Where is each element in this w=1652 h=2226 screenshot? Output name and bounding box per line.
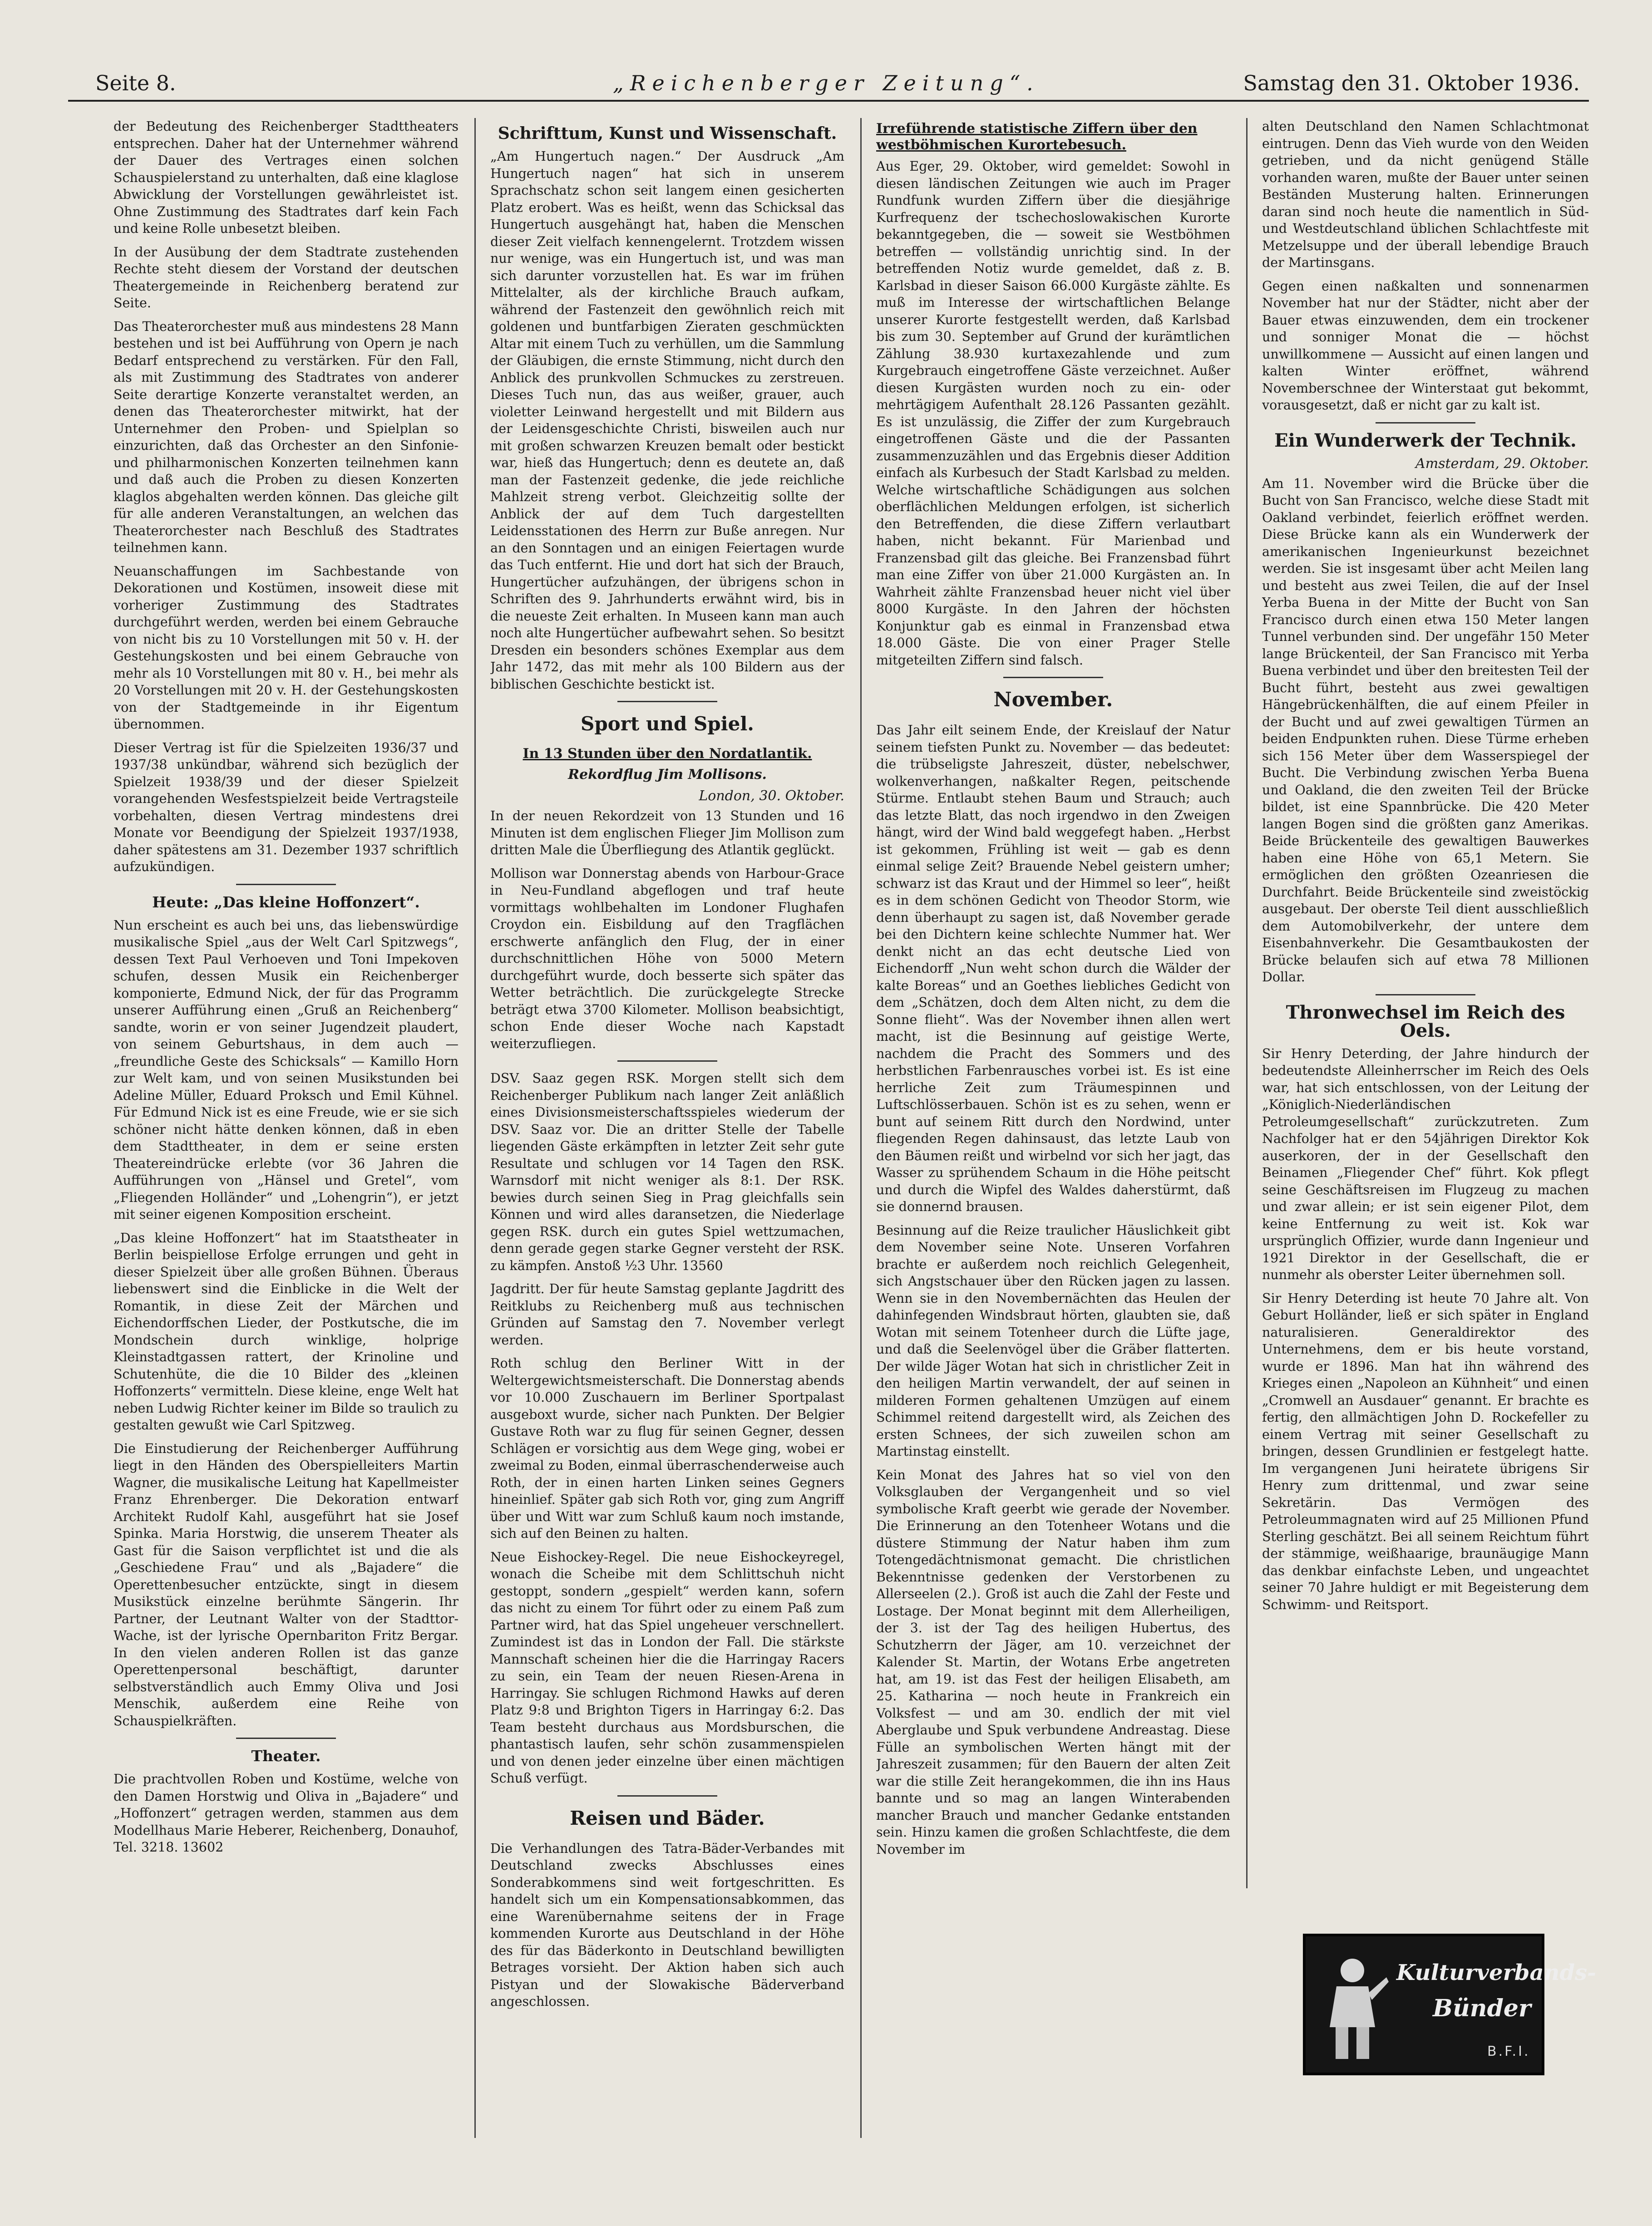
article-paragraph: Die Einstudierung der Reichenberger Aufführung liegt in den Händen des Oberspielleiters Martin Wagner, die musikalische Leitung hat Kapellmeister Franz Ehrenberger. Die Dekoration entwarf Architekt Rudolf Kahl, ausgeführt hat sie Josef Spinka. Maria Horstwig, die unserem Theater als Gast für die Saison verpflichtet ist und die als „Geschiedene Frau“ und als „Bajadere“ die Operettenbesucher entzückte, singt in diesem Musikstück einzelne berühmte Sängerin. Ihr Partner, der Leutnant Walter von der Stadttor-Wache, ist der lyrische Opernbariton Fritz Bergar. In den vielen anderen Rollen ist das ganze Operettenpersonal beschäftigt, darunter selbstverständlich auch Emmy Oliva und Josi Menschik, außerdem eine Reihe von Schauspielkräften. xyxy=(113,1441,459,1729)
article-paragraph: Sir Henry Deterding ist heute 70 Jahre alt. Von Geburt Holländer, ließ er sich später in England naturalisieren. Generaldirektor des Unternehmens, dem er bis heute vorstand, wurde er 1896. Man hat ihn während des Krieges einen „Napoleon an Kühnheit“ und einen „Cromwell an Ausdauer“ genannt. Er brachte es fertig, den allmächtigen John D. Rockefeller zu einem Vertrag mit seiner Gesellschaft zu bringen, dessen Grundlinien er festgelegt hatte. Im vergangenen Juni heiratete übrigens Sir Henry zum drittenmal, und zwar seine Sekretärin. Das Vermögen des Petroleummagnaten wird auf 25 Millionen Pfund Sterling geschätzt. Bei all seinem Reichtum führt der stämmige, weißhaarige, braunäugige Mann das denkbar einfachste Leben, und ungeachtet seiner 70 Jahre huldigt er mit Begeisterung dem Schwimm- und Reitsport. xyxy=(1262,1290,1589,1612)
separator xyxy=(617,1060,717,1062)
article-paragraph: Sir Henry Deterding, der Jahre hindurch der bedeutendste Alleinherrscher im Reich des Oels war, hat sich entschlossen, von der Leitung der „Königlich-Niederländischen Petroleumgesellschaft“ zurückzutreten. Zum Nachfolger hat er den 54jährigen Direktor Kok auserkoren, der in der Gesellschaft den Beinamen „Fliegender Chef“ führt. Kok pflegt seine Geschäftsreisen im Flugzeug zu machen und zwar allein; er ist sein eigener Pilot, dem keine Entfernung zu weit ist. Kok war ursprünglich Offizier, wurde dann Ingenieur und 1921 Direktor in der Gesellschaft, die er nunmehr als oberster Leiter übernehmen soll. xyxy=(1262,1046,1589,1282)
article-paragraph: In der neuen Rekordzeit von 13 Stunden und 16 Minuten ist dem englischen Flieger Jim Mollison zum dritten Male die Überfliegung des Atlantik geglückt. xyxy=(490,808,844,857)
ad-text-line-2: Bünder xyxy=(1433,1995,1531,2022)
column-3 xyxy=(876,118,1230,2165)
article-paragraph: Das Theaterorchester muß aus mindestens 28 Mann bestehen und ist bei Aufführung von Opern je nach Bedarf entsprechend zu verstärken. Für den Fall, als mit Zustimmung des Stadtrates von anderer Seite derartige Konzerte veranstaltet werden, an denen das Theaterorchester mitwirkt, hat der Unternehmer den Proben- und Spielplan so einzurichten, daß das Orchester an den Sinfonie- und philharmonischen Konzerten teilnehmen kann und daß auch die Proben zu diesen Konzerten klaglos abgehalten werden können. Das gleiche gilt für alle anderen Veranstaltungen, an welchen das Theaterorchester nach Beschluß des Stadtrates teilnehmen kann. xyxy=(113,319,459,555)
article-paragraph: Gegen einen naßkalten und sonnenarmen November hat nur der Städter, nicht aber der Bauer etwas einzuwenden, dem ein trockener und sonniger Monat die — höchst unwillkommene — Aussicht auf einen langen und kalten Winter eröffnet, während Novemberschnee der Winterstaat gut bekommt, vorausgesetzt, daß er nicht gar zu kalt ist. xyxy=(1262,278,1589,413)
article-paragraph: Dieser Vertrag ist für die Spielzeiten 1936/37 und 1937/38 unkündbar, während sich bezüglich der Spielzeit 1938/39 und der dieser Spielzeit vorangehenden Wesfestspielzeit beide Vertragsteile vorbehalten, diesen Vertrag mindestens drei Monate vor Beendigung der Spielzeit 1937/1938, daher spätestens am 31. Dezember 1937 schriftlich aufzukündigen. xyxy=(113,740,459,874)
section-heading-november: November. xyxy=(993,688,1113,711)
article-paragraph: Mollison war Donnerstag abends von Harbour-Grace in Neu-Fundland abgeflogen und traf heute vormittags wohlbehalten im Londoner Flughafen Croydon ein. Eisbildung auf den Tragflächen erschwerte anfänglich den Flug, der in einer durchschnittlichen Höhe von 5000 Metern durchgeführt wurde, doch besserte sich später das Wetter beträchtlich. Die zurückgelegte Strecke beträgt etwa 3700 Kilometer. Mollison beabsichtigt, schon Ende dieser Woche nach Kapstadt weiterzufliegen. xyxy=(490,866,844,1051)
article-paragraph: der Bedeutung des Reichenberger Stadttheaters entsprechen. Daher hat der Unternehmer während der Dauer des Vertrages einen solchen Schauspielerstand zu unterhalten, daß eine klaglose Abwicklung der Vorstellungen gewährleistet ist. Ohne Zustimmung des Stadtrates darf kein Fach und keine Rolle unbesetzt bleiben. xyxy=(113,119,459,236)
separator xyxy=(236,884,336,885)
subheadline-rekordflug: Rekordflug Jim Mollisons. xyxy=(568,767,767,783)
article-paragraph: DSV. Saaz gegen RSK. Morgen stellt sich dem Reichenberger Publikum nach langer Zeit anläßlich eines Divisionsmeisterschaftsspieles wiederum der DSV. Saaz vor. Die an dritter Stelle der Tabelle liegenden Gäste erkämpften in letzter Zeit sehr gute Resultate und schlugen vor 14 Tagen den RSK. Warnsdorf mit nicht weniger als 8:1. Der RSK. bewies durch seinen Sieg in Prag gleichfalls sein Können und wird alles daransetzen, die Niederlage gegen RSK. durch ein gutes Spiel wettzumachen, denn gerade gegen starke Gegner versteht der RSK. zu kämpfen. Anstoß ½3 Uhr. 13560 xyxy=(490,1071,844,1273)
article-paragraph: Neuanschaffungen im Sachbestande von Dekorationen und Kostümen, insoweit diese mit vorheriger Zustimmung des Stadtrates durchgeführt werden, werden bei einem Gebrauche von nicht bis zu 10 Vorstellungen mit 50 v. H. der Gestehungskosten und bei einem Gebrauche von mehr als 10 Vorstellungen mit 80 v. H., bei mehr als 20 Vorstellungen mit 20 v. H. der Gestehungskosten von der Stadtgemeinde in ihr Eigentum übernommen. xyxy=(113,563,459,732)
separator xyxy=(617,1795,717,1797)
page-header xyxy=(68,68,1589,102)
headline-kurorte: Irreführende statistische Ziffern über den westböhmischen Kurortebesuch. xyxy=(876,121,1198,153)
article-paragraph: Die Verhandlungen des Tatra-Bäder-Verbandes mit Deutschland zwecks Abschlusses eines Sonderabkommens sind weit fortgeschritten. Es handelt sich um ein Kompensationsabkommen, das eine Warenübernahme seitens der in Frage kommenden Kurorte aus Deutschland in der Höhe des für das Bäderkonto in Deutschland bewilligten Betrages vorsieht. Der Aktion haben sich auch Pistyan und der Slowakische Bäderverband angeschlossen. xyxy=(490,1841,844,2009)
advertisement-kulturverband xyxy=(1303,1934,1596,2075)
issue-date: Samstag den 31. Oktober 1936. xyxy=(1243,71,1580,95)
section-heading-sport: Sport und Spiel. xyxy=(581,713,754,735)
article-paragraph: Neue Eishockey-Regel. Die neue Eishockeyregel, wonach die Scheibe mit dem Schlittschuh nicht gestoppt, sondern „gespielt“ werden kann, sofern das nicht zu einem Tor führt oder zu einem Paß zum Partner wird, hat das Spiel ungeheuer verschnellert. Zumindest ist das in London der Fall. Die stärkste Mannschaft scheinen hier die die Harringay Racers zu sein, ein Team der neuen Riesen-Arena in Harringay. Sie schlugen Richmond Hawks auf deren Platz 9:8 und Brighton Tigers in Harringay 6:2. Das Team besteht durchaus aus Mordsburschen, die phantastisch laufen, sehr schön zusammenspielen und von denen jeder einzelne über einen mächtigen Schuß verfügt. xyxy=(490,1549,844,1786)
newspaper-title: „Reichenberger Zeitung“. xyxy=(613,71,1040,95)
separator xyxy=(1376,422,1475,424)
headline-wunderwerk: Ein Wunderwerk der Technik. xyxy=(1274,429,1577,451)
article-paragraph: Die prachtvollen Roben und Kostüme, welche von den Damen Horstwig und Oliva in „Bajadere“ und „Hoffonzert“ getragen werden, stammen aus dem Modellhaus Marie Heberer, Reichenberg, Donauhof, Tel. 3218. 13602 xyxy=(113,1772,459,1855)
article-paragraph: alten Deutschland den Namen Schlachtmonat eintrugen. Denn das Vieh wurde von den Weiden getrieben, und da nicht genügend Ställe vorhanden waren, mußte der Bauer unter seinen Beständen Musterung halten. Erinnerungen daran sind noch heute die namentlich in Süd- und Westdeutschland üblichen Schlachtfeste mit Metzelsuppe und der überall lebendige Brauch der Martinsgans. xyxy=(1262,119,1589,270)
article-paragraph: „Das kleine Hoffonzert“ hat im Staatstheater in Berlin beispiellose Erfolge errungen und geht in dieser Spielzeit über alle großen Bühnen. Überaus liebenswert sind die Einblicke in die Welt der Romantik, in diese Zeit der Märchen und Eichendorffschen Lieder, der Postkutsche, die im Mondschein durch winklige, holprige Kleinstadtgassen rattert, der Krinoline und Schutenhüte, die die 10 Bilder des „kleinen Hoffonzerts“ vermitteln. Diese kleine, enge Welt hat neben Ludwig Richter keiner im Bilde so traulich zu gestalten gewußt wie Carl Spitzweg. xyxy=(113,1230,459,1433)
separator xyxy=(617,701,717,702)
column-4 xyxy=(1262,118,1589,1911)
article-paragraph: Das Jahr eilt seinem Ende, der Kreislauf der Natur seinem tiefsten Punkt zu. November — das bedeutet: die trübseligste Jahreszeit, düster, nebelschwer, wolkenverhangen, naßkalter Regen, peitschende Stürme. Entlaubt stehen Baum und Strauch; auch das letzte Blatt, das noch irgendwo in den Zweigen hängt, wird der Wind bald weggefegt haben. „Herbst ist gekommen, Frühling ist weit — gab es denn einmal selige Zeit? Brauende Nebel geistern umher; schwarz ist das Kraut und der Himmel so leer“, heißt es in dem schönen Gedicht von Theodor Storm, wie denn überhaupt zu sagen ist, daß November gerade bei den Dichtern keine schlechte Nummer hat. Wer denkt nicht an das echt deutsche Lied von Eichendorff „Nun weht schon durch die Wälder der kalte Boreas“ und an Goethes liebliches Gedicht von dem „Schätzen, doch dem Alten nicht, zu dem die Sonne flieht“. Was der November ihnen allen wert macht, ist die Besinnung auf geistige Werte, nachdem die Pracht des Sommers und des herbstlichen Farbenrausches vorbei ist. Es ist eine herrliche Zeit zum Träumespinnen und Luftschlösserbauen. Schön ist es zu sehen, wenn er bunt auf seinem Ritt durch den Nordwind, unter fliegenden Regen dahinsaust, das letzte Laub von den Bäumen reißt und wirbelnd vor sich her jagt, das Wasser zu sprühendem Schaum in die Höhe peitscht und durch die Wipfel des Waldes daherstürmt, daß sie donnernd brausen. xyxy=(876,723,1230,1214)
ad-text-line-1: Kulturverbands- xyxy=(1396,1960,1596,1985)
article-paragraph: Roth schlug den Berliner Witt in der Weltergewichtsmeisterschaft. Die Donnerstag abends vor 10.000 Zuschauern im Berliner Sportpalast ausgeboxt wurde, sicher nach Punkten. Der Belgier Gustave Roth war zu flug für seinen Gegner, dessen Schlägen er vorsichtig aus dem Wege ging, wobei er zweimal zu Boden, einmal überraschenderweise auch Roth, der in einen harten Linken seines Gegners hineinlief. Später gab sich Roth vor, ging zum Angriff über und Witt war zum Schluß kaum noch imstande, sich auf den Beinen zu halten. xyxy=(490,1356,844,1541)
column-2 xyxy=(490,118,844,2165)
article-paragraph: Nun erscheint es auch bei uns, das liebenswürdige musikalische Spiel „aus der Welt Carl Spitzwegs“, dessen Text Paul Verhoeven und Toni Impekoven schufen, dessen Musik ein Reichenberger komponierte, Edmund Nick, der für das Programm unserer Aufführung einen „Gruß an Reichenberg“ sandte, worin er von seiner Jugendzeit plaudert, von seinem Geburtshaus, in dem auch — „freundliche Geste des Schicksals“ — Kamillo Horn zur Welt kam, und von seinen Musikstunden bei Adeline Müller, Eduard Proksch und Emil Kühnel. Für Edmund Nick ist es eine Freude, wie er sie sich schöner nicht hätte denken können, daß in eben dem Stadttheater, in dem er seine ersten Theatereindrücke erlebte (vor 36 Jahren die Aufführungen von „Hänsel und Gretel“, vom „Fliegenden Holländer“ und „Lohengrin“), er jetzt mit seiner eigenen Komposition erscheint. xyxy=(113,917,459,1222)
headline-thronwechsel: Thronwechsel im Reich des Oels. xyxy=(1286,1001,1565,1041)
column-rule xyxy=(860,118,862,2138)
article-paragraph: Kein Monat des Jahres hat so viel von den Volksglauben der Vergangenheit und so viel symbolische Kraft geerbt wie gerade der November. Die Erinnerung an den Totenheer Wotans und die düstere Stimmung der Natur haben ihm zum Totengedächtnismonat gemacht. Die christlichen Bekenntnisse gedenken der Verstorbenen zu Allerseelen (2.). Groß ist auch die Zahl der Feste und Lostage. Der Monat beginnt mit dem Allerheiligen, der 3. ist der Tag des heiligen Hubertus, des Schutzherrn der Jäger, am 10. verzeichnet der Kalender St. Martin, der Wotans Erbe angetreten hat, am 19. ist das Fest der heiligen Elisabeth, am 25. Katharina — noch heute in Frankreich ein Volksfest — und am 30. endlich der mit viel Aberglaube und Spuk verbundene Andreastag. Diese Fülle an symbolischen Werten hängt mit der Jahreszeit zusammen; für den Bauern der alten Zeit war die stille Zeit herangekommen, die ihn ins Haus bannte und so mag an langen Winterabenden mancher Brauch und mancher Gedanke entstanden sein. Hinzu kamen die großen Schlachtfeste, die dem November im xyxy=(876,1467,1230,1857)
boy-figure-icon xyxy=(1314,1950,1391,2063)
article-paragraph: Jagdritt. Der für heute Samstag geplante Jagdritt des Reitklubs zu Reichenberg muß aus technischen Gründen auf Samstag den 7. November verlegt werden. xyxy=(490,1281,844,1348)
headline-nordatlantik: In 13 Stunden über den Nordatlantik. xyxy=(523,746,812,762)
newspaper-page xyxy=(68,68,1596,2165)
column-rule xyxy=(1246,118,1248,1888)
article-paragraph: „Am Hungertuch nagen.“ Der Ausdruck „Am Hungertuch nagen“ hat sich in unserem Sprachschatz schon seit langem einen gesicherten Platz erobert. Was es heißt, wenn das Schicksal das Hungertuch ausgehängt hat, haben die Menschen dieser Zeit vielfach kennengelernt. Trotzdem wissen nur wenige, was ein Hungertuch ist, und was man sich darunter vorzustellen hat. Es war im frühen Mittelalter, als der kirchliche Brauch aufkam, während der Fastenzeit den gewöhnlich reich mit goldenen und buntfarbigen Zieraten geschmückten Altar mit einem Tuch zu verhüllen, um die Sammlung der Gläubigen, die ernste Stimmung, nicht durch den Anblick des prunkvollen Schmuckes zu zerstreuen. Dieses Tuch nun, das aus weißer, grauer, auch violetter Leinwand hergestellt und mit Bildern aus der Leidensgeschichte Christi, bisweilen auch nur mit großen schwarzen Kreuzen bemalt oder bestickt war, hieß das Hungertuch; denn es deutete an, daß man der Fastenzeit gedenke, die jede reichliche Mahlzeit streng verbot. Gleichzeitig sollte der Anblick der auf dem Tuch dargestellten Leidensstationen des Herrn zur Buße anregen. Nur an den Sonntagen und an einigen Feiertagen wurde das Tuch entfernt. Hie und dort hat sich der Brauch, Hungertücher aufzuhängen, der übrigens schon in Schriften des 9. Jahrhunderts erwähnt wird, bis in die neueste Zeit erhalten. In Museen kann man auch noch alte Hungertücher aufbewahrt sehen. So besitzt Dresden ein besonders schönes Exemplar aus dem Jahr 1472, das mit mehr als 100 Bildern aus der biblischen Geschichte bestickt ist. xyxy=(490,149,844,692)
column-rule xyxy=(474,118,476,2138)
section-heading-schrifttum: Schrifttum, Kunst und Wissenschaft. xyxy=(498,124,837,143)
article-paragraph: Am 11. November wird die Brücke über die Bucht von San Francisco, welche diese Stadt mit Oakland verbindet, feierlich eröffnet werden. Diese Brücke kann als ein Wunderwerk der amerikanischen Ingenieurkunst bezeichnet werden. Sie ist insgesamt über acht Meilen lang und besteht aus zwei Teilen, die auf der Insel Yerba Buena in der Mitte der Bucht von San Francisco durch einen etwa 150 Meter langen Tunnel verbunden sind. Der ungefähr 150 Meter lange Brückenteil, der San Francisco mit Yerba Buena verbindet und über den breitesten Teil der Bucht führt, besteht aus zwei gewaltigen Hängebrückenhälften, die auf einem Pfeiler in der Bucht und auf zwei gewaltigen Türmen an beiden Endpunkten ruhen. Diese Türme erheben sich 156 Meter über dem Wasserspiegel der Bucht. Die Verbindung zwischen Yerba Buena und Oakland, die den zweiten Teil der Brücke bildet, ist eine Spannbrücke. Die 420 Meter langen Bogen sind die größten ganz Amerikas. Beide Brückenteile des gewaltigen Bauwerkes haben eine Höhe von 65,1 Metern. Sie ermöglichen den größten Ozeanriesen die Durchfahrt. Beide Brückenteile sind zweistöckig ausgebaut. Der oberste Teil dient ausschließlich dem Automobilverkehr, der untere dem Eisenbahnverkehr. Die Gesamtbaukosten der Brücke belaufen sich auf etwa 78 Millionen Dollar. xyxy=(1262,476,1589,985)
separator xyxy=(236,1738,336,1739)
article-paragraph: Besinnung auf die Reize traulicher Häuslichkeit gibt dem November seine Note. Unseren Vorfahren brachte er außerdem noch reichlich Gelegenheit, sich Angstschauer über den Rücken jagen zu lassen. Wenn sie in den Novembernächten das Heulen der dahinfegenden Windsbraut hörten, glaubten sie, daß Wotan mit seinem Totenheer durch die Lüfte jage, und daß die Seelenvögel über die Gräber flatterten. Der wilde Jäger Wotan hat sich in christlicher Zeit in den heiligen Martin verwandelt, der auf seinen in milderen Formen gehaltenen Umzügen auf einem Schimmel reitend dargestellt wird, als Zeichen des ersten Schnees, der sich zuweilen schon am Martinstag einstellt. xyxy=(876,1222,1230,1459)
separator xyxy=(1003,677,1103,678)
headline-hoffkonzert: Heute: „Das kleine Hoffonzert“. xyxy=(152,893,420,911)
dateline-london: London, 30. Oktober. xyxy=(699,788,844,804)
page-number: Seite 8. xyxy=(95,71,176,95)
column-1 xyxy=(113,118,459,2165)
headline-theater: Theater. xyxy=(251,1747,321,1765)
ad-text-line-3: B.F.I. xyxy=(1487,2044,1530,2059)
article-paragraph: Aus Eger, 29. Oktober, wird gemeldet: Sowohl in diesen ländischen Zeitungen wie auch im Prager Rundfunk wurden Ziffern über die diesjährige Kurfrequenz der tschechoslowakischen Kurorte bekanntgegeben, die — soweit sie Westböhmen betreffen — vollständig unrichtig sind. In der betreffenden Notiz wurde gemeldet, daß z. B. Karlsbad in dieser Saison 66.000 Kurgäste zählte. Es muß im Interesse der wirtschaftlichen Belange unserer Kurorte festgestellt werden, daß Karlsbad bis zum 30. September auf Grund der kurämtlichen Zählung 38.930 kurtaxezahlende und zum Kurgebrauch eingetroffene Gäste verzeichnet. Außer diesen Kurgästen wurden noch zu ein- oder mehrtägigem Aufenthalt 28.126 Passanten gezählt. Es ist unzulässig, die Ziffer der zum Kurgebrauch eingetroffenen Gäste und die der Passanten zusammenzuzählen und das Ergebnis dieser Addition einfach als Kurbesuch der Stadt Karlsbad zu melden. Welche wirtschaftliche Schädigungen aus solchen oberflächlichen Meldungen erfolgen, ist sicherlich den Betreffenden, die diese Ziffern verlautbart haben, nicht bekannt. Für Marienbad und Franzensbad gilt das gleiche. Bei Franzensbad führt man eine Ziffer von über 21.000 Kurgästen an. In Wahrheit zählte Franzensbad heuer nicht viel über 8000 Kurgäste. In den Jahren der höchsten Konjunktur gab es einmal in Franzensbad etwa 18.000 Gäste. Die von einer Prager Stelle mitgeteilten Ziffern sind falsch. xyxy=(876,159,1230,668)
separator xyxy=(1376,994,1475,995)
article-paragraph: In der Ausübung der dem Stadtrate zustehenden Rechte steht diesem der Vorstand der deutschen Theatergemeinde in Reichenberg beratend zur Seite. xyxy=(113,244,459,310)
section-heading-reisen: Reisen und Bäder. xyxy=(570,1807,765,1829)
dateline-amsterdam: Amsterdam, 29. Oktober. xyxy=(1415,455,1589,472)
